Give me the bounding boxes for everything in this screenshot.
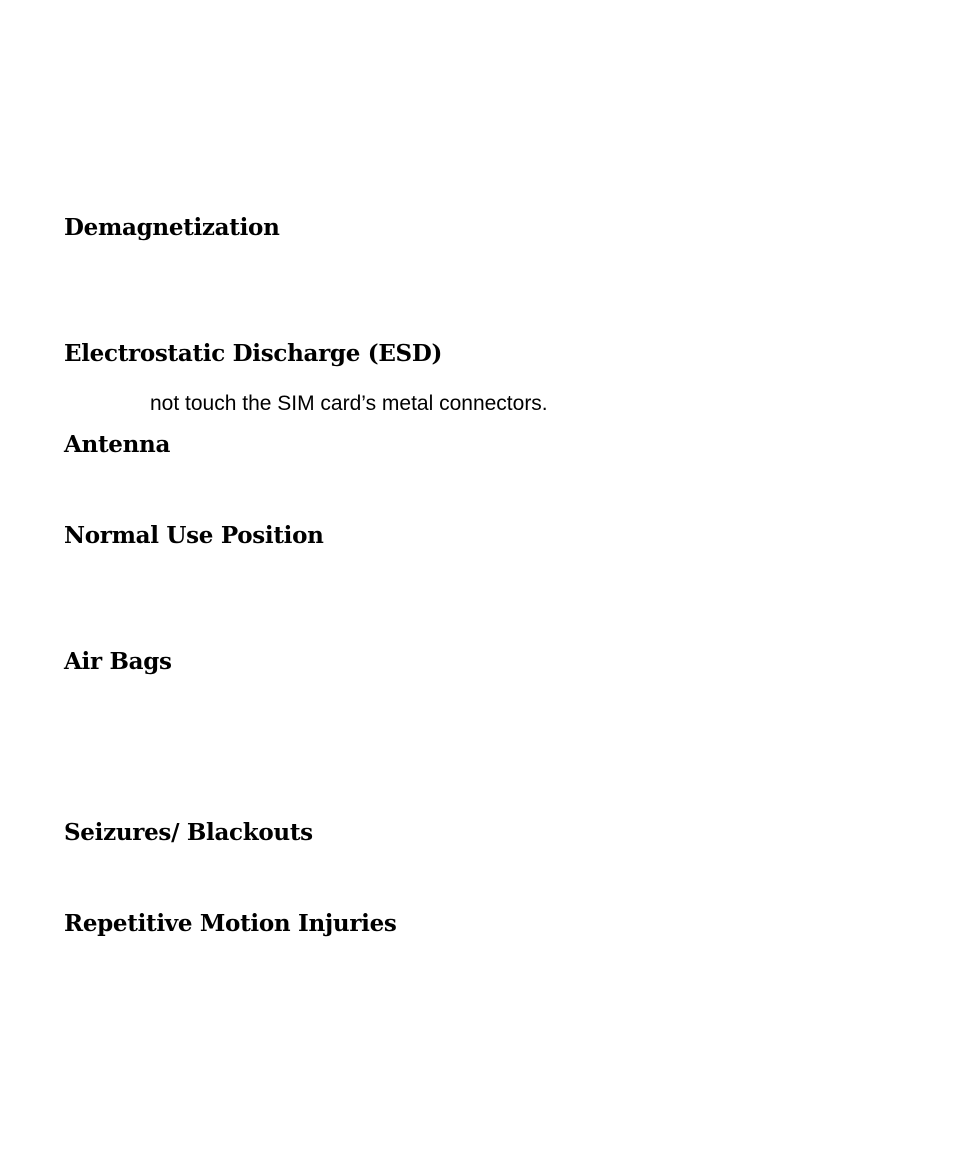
section-heading-antenna: Antenna bbox=[64, 431, 171, 458]
section-heading-air-bags: Air Bags bbox=[64, 648, 172, 675]
section-heading-demagnetization: Demagnetization bbox=[64, 214, 280, 241]
section-heading-seizures-blackouts: Seizures/ Blackouts bbox=[64, 819, 313, 846]
section-heading-repetitive-motion-injuries: Repetitive Motion Injuries bbox=[64, 910, 397, 937]
section-heading-esd: Electrostatic Discharge (ESD) bbox=[64, 340, 443, 367]
esd-body-text: not touch the SIM card’s metal connectors. bbox=[150, 392, 548, 415]
section-heading-normal-use-position: Normal Use Position bbox=[64, 522, 324, 549]
